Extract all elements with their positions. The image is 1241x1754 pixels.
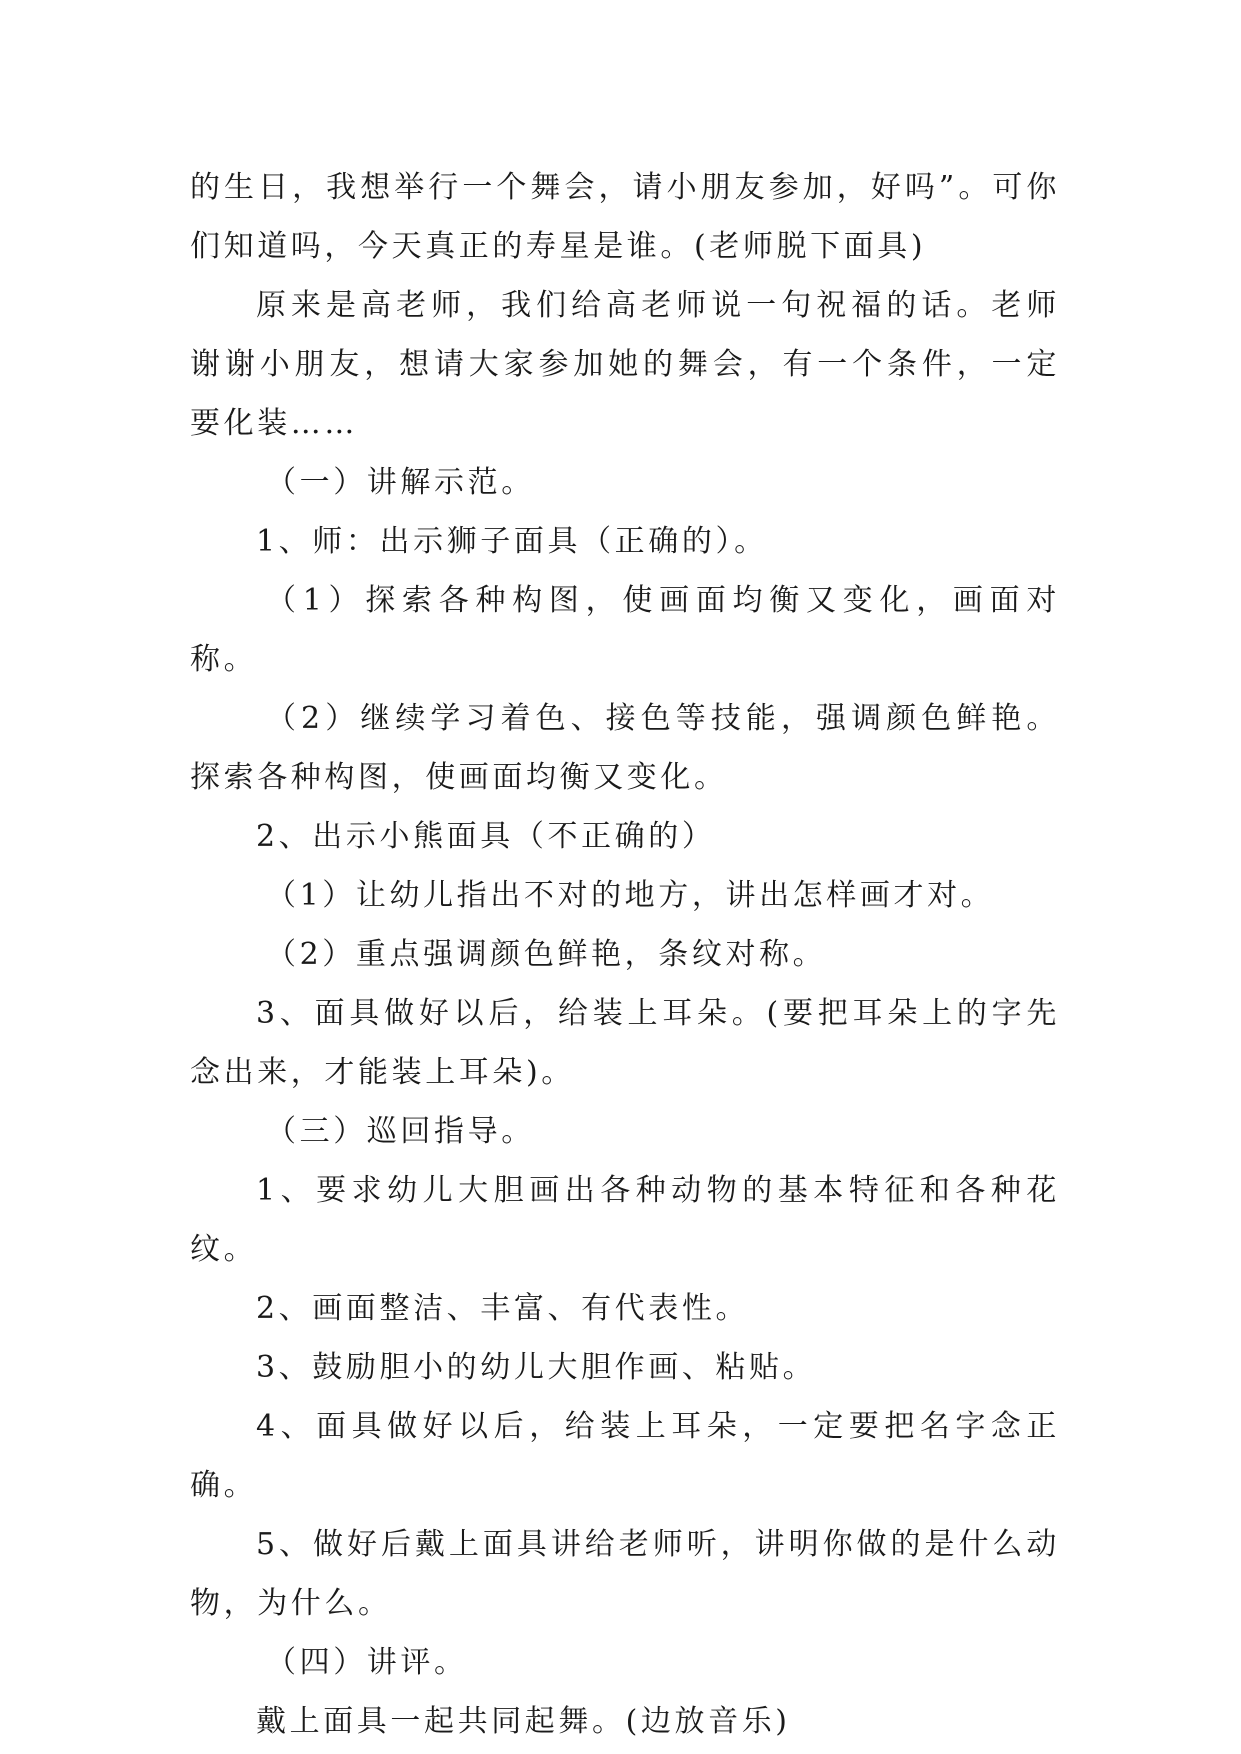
- sub-list-item: （1）探索各种构图，使画面均衡又变化，画面对称。: [190, 583, 1060, 677]
- sub-list-item: （2）重点强调颜色鲜艳，条纹对称。: [266, 937, 827, 972]
- document-body: [190, 158, 1060, 1751]
- section-heading-3: （三）巡回指导。: [266, 1114, 535, 1149]
- list-item: 3、鼓励胆小的幼儿大胆作画、粘贴。: [256, 1350, 817, 1385]
- list-item: 2、出示小熊面具（不正确的）: [256, 819, 716, 854]
- section-heading-4: （四）讲评。: [266, 1645, 468, 1680]
- sub-list-item: （1）让幼儿指出不对的地方，讲出怎样画才对。: [266, 878, 995, 913]
- list-item: 2、画面整洁、丰富、有代表性。: [256, 1291, 750, 1326]
- list-item: 3、面具做好以后，给装上耳朵。(要把耳朵上的字先念出来，才能装上耳朵)。: [190, 996, 1060, 1090]
- list-item: 1、师：出示狮子面具（正确的）。: [256, 524, 768, 559]
- sub-list-item: （2）继续学习着色、接色等技能，强调颜色鲜艳。探索各种构图，使画面均衡又变化。: [190, 701, 1060, 795]
- closing-paragraph: 戴上面具一起共同起舞。(边放音乐): [256, 1704, 791, 1739]
- list-item: 5、做好后戴上面具讲给老师听，讲明你做的是什么动物，为什么。: [190, 1527, 1060, 1621]
- paragraph-1: 的生日，我想举行一个舞会，请小朋友参加，好吗”。可你们知道吗，今天真正的寿星是谁。(老师脱下面具): [190, 170, 1060, 264]
- paragraph-2: 原来是高老师，我们给高老师说一句祝福的话。老师谢谢小朋友，想请大家参加她的舞会，有一个条件，一定要化装……: [190, 288, 1060, 441]
- list-item: 1、要求幼儿大胆画出各种动物的基本特征和各种花纹。: [190, 1173, 1060, 1267]
- section-heading-1: （一）讲解示范。: [266, 465, 535, 500]
- list-item: 4、面具做好以后，给装上耳朵，一定要把名字念正确。: [190, 1409, 1060, 1503]
